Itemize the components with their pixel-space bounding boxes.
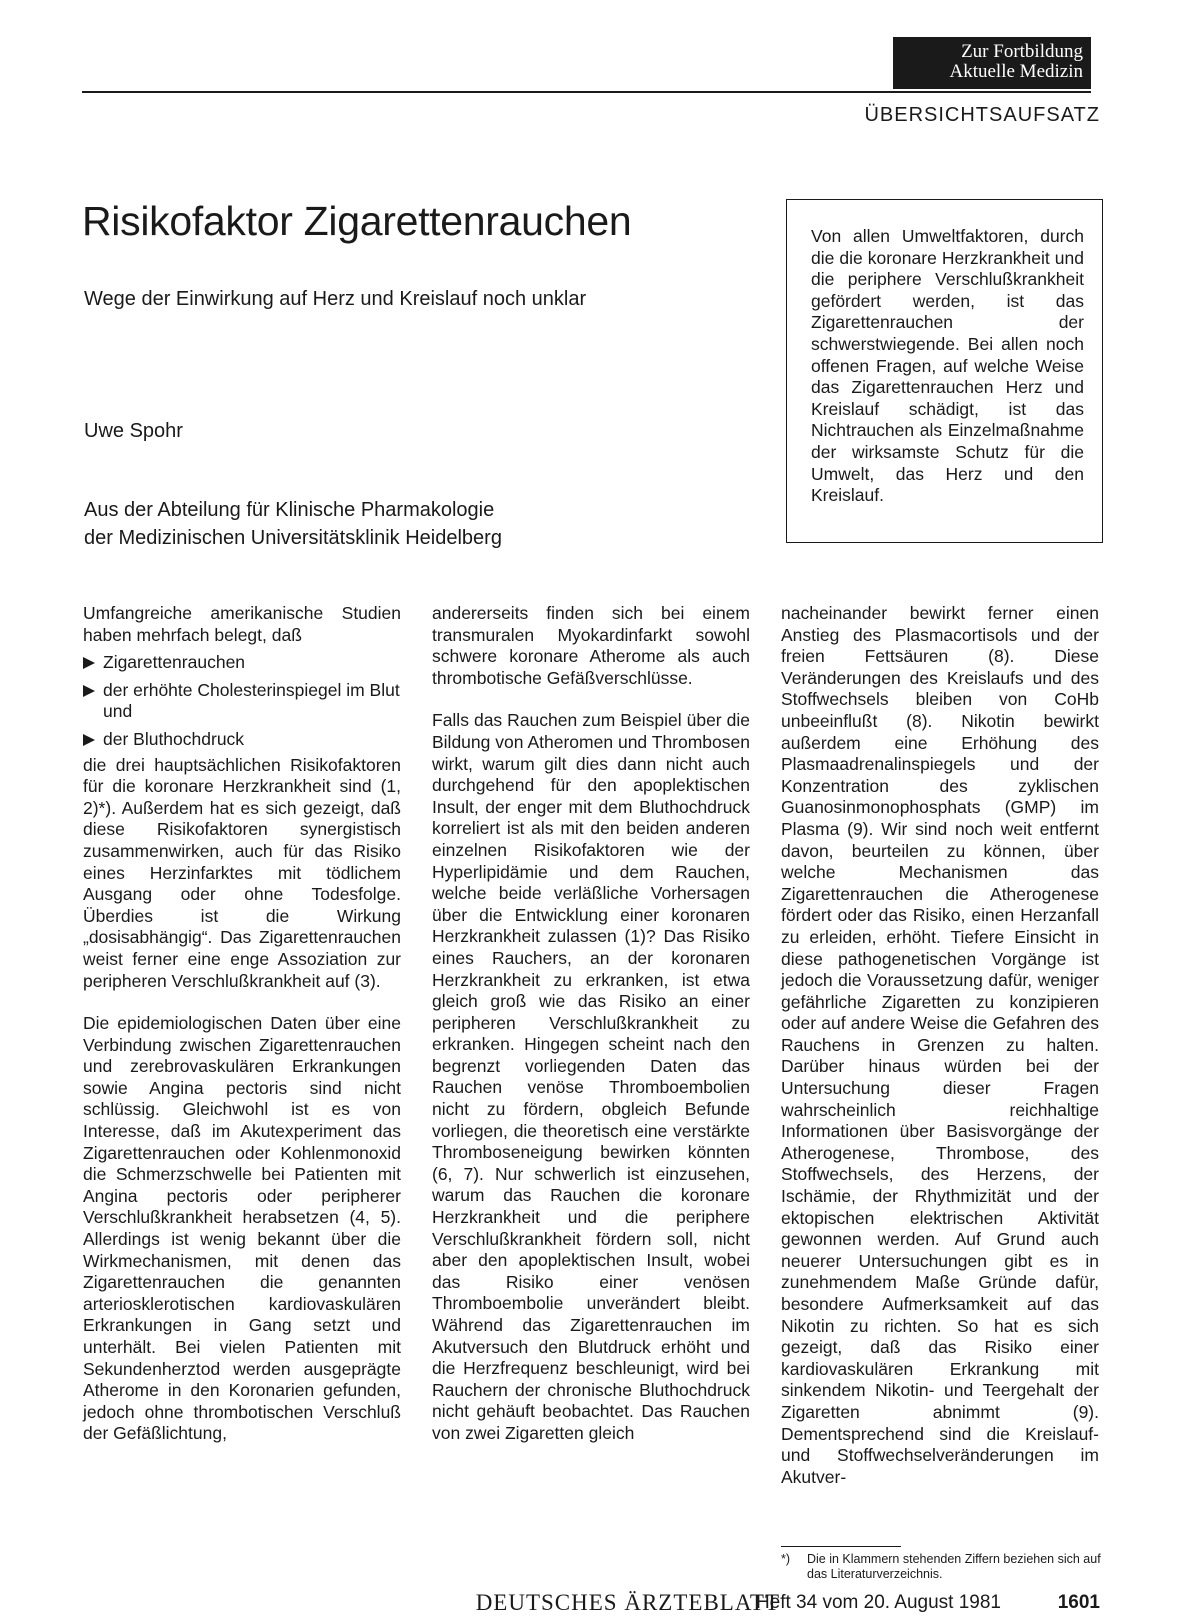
page-footer	[0, 1590, 1100, 1620]
footnote-text: Die in Klammern stehenden Ziffern beziehen sich auf das Literaturverzeichnis.	[807, 1552, 1101, 1581]
section-label: ÜBERSICHTSAUFSATZ	[864, 104, 1100, 126]
issue-info: Heft 34 vom 20. August 1981	[755, 1592, 1001, 1613]
column-2	[432, 603, 750, 1445]
summary-box	[786, 199, 1103, 543]
bullet-text: der erhöhte Cholesterinspiegel im Blut und	[103, 679, 400, 722]
summary-text: Von allen Umweltfaktoren, durch die die koronare Herzkrankheit und die periphere Verschlußkrankheit gefördert werden, ist das Zigarettenrauchen der schwerstwiegende. Bei allen noch offenen Fragen, auf welche Weise das Zigarettenrauchen Herz und Kreislauf schädigt, ist das Nichtrauchen als Einzelmaßnahme der wirksamste Schutz für die Umwelt, das Herz und den Kreislauf.	[811, 226, 1084, 506]
tag-line-2: Aktuelle Medizin	[949, 61, 1083, 82]
article-subtitle: Wege der Einwirkung auf Herz und Kreislauf noch unklar	[84, 288, 587, 310]
intro-paragraph: Umfangreiche amerikanische Studien haben mehrfach belegt, daß	[83, 603, 401, 645]
triangle-bullet-icon	[83, 657, 95, 669]
bullet-item	[83, 652, 401, 674]
body-paragraph: andererseits finden sich bei einem transmuralen Myokardinfarkt sowohl schwere koronare Atherome als auch thrombotische Gefäßverschlüsse.	[432, 603, 750, 688]
column-3	[781, 603, 1099, 1488]
triangle-bullet-icon	[83, 685, 95, 697]
header-rule	[82, 91, 1091, 93]
bullet-item	[83, 680, 401, 723]
footnote	[781, 1552, 1101, 1582]
affiliation	[84, 496, 502, 552]
footnote-rule	[781, 1546, 901, 1547]
bullet-text: der Bluthochdruck	[103, 728, 245, 749]
bullet-item	[83, 729, 401, 751]
affiliation-line-1: Aus der Abteilung für Klinische Pharmakologie	[84, 499, 495, 521]
body-paragraph: die drei hauptsächlichen Risikofaktoren für die koronare Herzkrankheit sind (1, 2)*). Außerdem hat es sich gezeigt, daß diese Risikofaktoren synergistisch zusammenwirken, auch für das Risiko eines Herzinfarktes mit tödlichem Ausgang oder ohne Todesfolge. Überdies ist die Wirkung „dosisabhängig“. Das Zigarettenrauchen weist ferner eine enge Assoziation zur peripheren Verschlußkrankheit auf (3).	[83, 754, 401, 991]
author: Uwe Spohr	[84, 420, 183, 442]
body-paragraph: Falls das Rauchen zum Beispiel über die Bildung von Atheromen und Thrombosen wirkt, warum gilt dies dann nicht auch durchgehend für den apoplektischen Insult, der enger mit dem Bluthochdruck korreliert ist als mit den beiden anderen einzelnen Risikofaktoren wie der Hyperlipidämie und dem Rauchen, welche beide verläßliche Vorhersagen über die Entwicklung einer koronaren Herzkrankheit zulassen (1)? Das Risiko eines Rauchers, an der koronaren Herzkrankheit zu erkranken, ist etwa gleich groß wie das Risiko an einer peripheren Verschlußkrankheit zu erkranken. Hingegen scheint nach den begrenzt vorliegenden Daten das Rauchen venöse Thromboembolien nicht zu fördern, obgleich Befunde vorliegen, die theoretisch eine verstärkte Thromboseneigung bewirken könnten (6, 7). Nur schwerlich ist einzusehen, warum das Rauchen die koronare Herzkrankheit und die periphere Verschlußkrankheit fördern soll, nicht aber den apoplektischen Insult, wobei das Risiko einer venösen Thromboembolie unverändert bleibt. Während das Zigarettenrauchen im Akutversuch den Blutdruck erhöht und die Herzfrequenz beschleunigt, wird bei Rauchern der chronische Bluthochdruck nicht gehäuft beobachtet. Das Rauchen von zwei Zigaretten gleich	[432, 710, 750, 1443]
bullet-text: Zigarettenrauchen	[103, 652, 246, 673]
triangle-bullet-icon	[83, 734, 95, 746]
body-paragraph: nacheinander bewirkt ferner einen Anstieg des Plasmacortisols und der freien Fettsäuren (8). Diese Veränderungen des Kreislaufs und des Stoffwechsels bleiben von CoHb unbeeinflußt (8). Nikotin bewirkt außerdem eine Erhöhung des Plasmaadrenalinspiegels und der Konzentration des zyklischen Guanosinmonophosphats (GMP) im Plasma (9). Wir sind noch weit entfernt davon, beurteilen zu können, über welche Mechanismen das Zigarettenrauchen die Atherogenese fördert oder das Risiko, einen Herzanfall zu erleiden, erhöht. Tiefere Einsicht in diese pathogenetischen Vorgänge ist jedoch die Voraussetzung dafür, weniger gefährliche Zigaretten zu konzipieren oder auf andere Weise die Gefahren des Rauchens in Grenzen zu halten. Darüber hinaus würden bei der Untersuchung dieser Fragen wahrscheinlich reichhaltige Informationen über Basisvorgänge der Atherogenese, Thrombose, des Stoffwechsels, des Herzens, der Ischämie, der Rhythmizität und der ektopischen elektrischen Aktivität gewonnen werden. Auf Grund auch neuerer Untersuchungen gibt es in zunehmendem Maße Gründe dafür, besondere Aufmerksamkeit auf das Nikotin zu richten. So hat es sich gezeigt, daß das Risiko einer kardiovaskulären Erkrankung mit sinkendem Nikotin- und Teergehalt der Zigaretten abnimmt (9). Dementsprechend sind die Kreislauf- und Stoffwechselveränderungen im Akutver-	[781, 603, 1099, 1487]
section-tag	[893, 37, 1091, 89]
article-title: Risikofaktor Zigarettenrauchen	[82, 198, 632, 244]
footnote-mark: *)	[781, 1552, 791, 1566]
body-paragraph: Die epidemiologischen Daten über eine Verbindung zwischen Zigarettenrauchen und zerebrovaskulären Erkrankungen sowie Angina pectoris sind nicht schlüssig. Gleichwohl ist es von Interesse, daß im Akutexperiment das Zigarettenrauchen oder Kohlenmonoxid die Schmerzschwelle bei Patienten mit Angina pectoris oder peripherer Verschlußkrankheit herabsetzen (4, 5). Allerdings ist wenig bekannt über die Wirkmechanismen, mit denen das Zigarettenrauchen die genannten arteriosklerotischen kardiovaskulären Erkrankungen in Gang setzt und unterhält. Bei vielen Patienten mit Sekundenherztod werden ausgeprägte Atherome in den Koronarien gefunden, jedoch ohne thrombotischen Verschluß der Gefäßlichtung,	[83, 1013, 401, 1444]
journal-name: DEUTSCHES ÄRZTEBLATT	[475, 1590, 780, 1615]
column-1	[83, 603, 401, 1445]
page-number: 1601	[1057, 1592, 1100, 1613]
affiliation-line-2: der Medizinischen Universitätsklinik Heidelberg	[84, 527, 502, 549]
tag-line-1: Zur Fortbildung	[961, 41, 1083, 62]
